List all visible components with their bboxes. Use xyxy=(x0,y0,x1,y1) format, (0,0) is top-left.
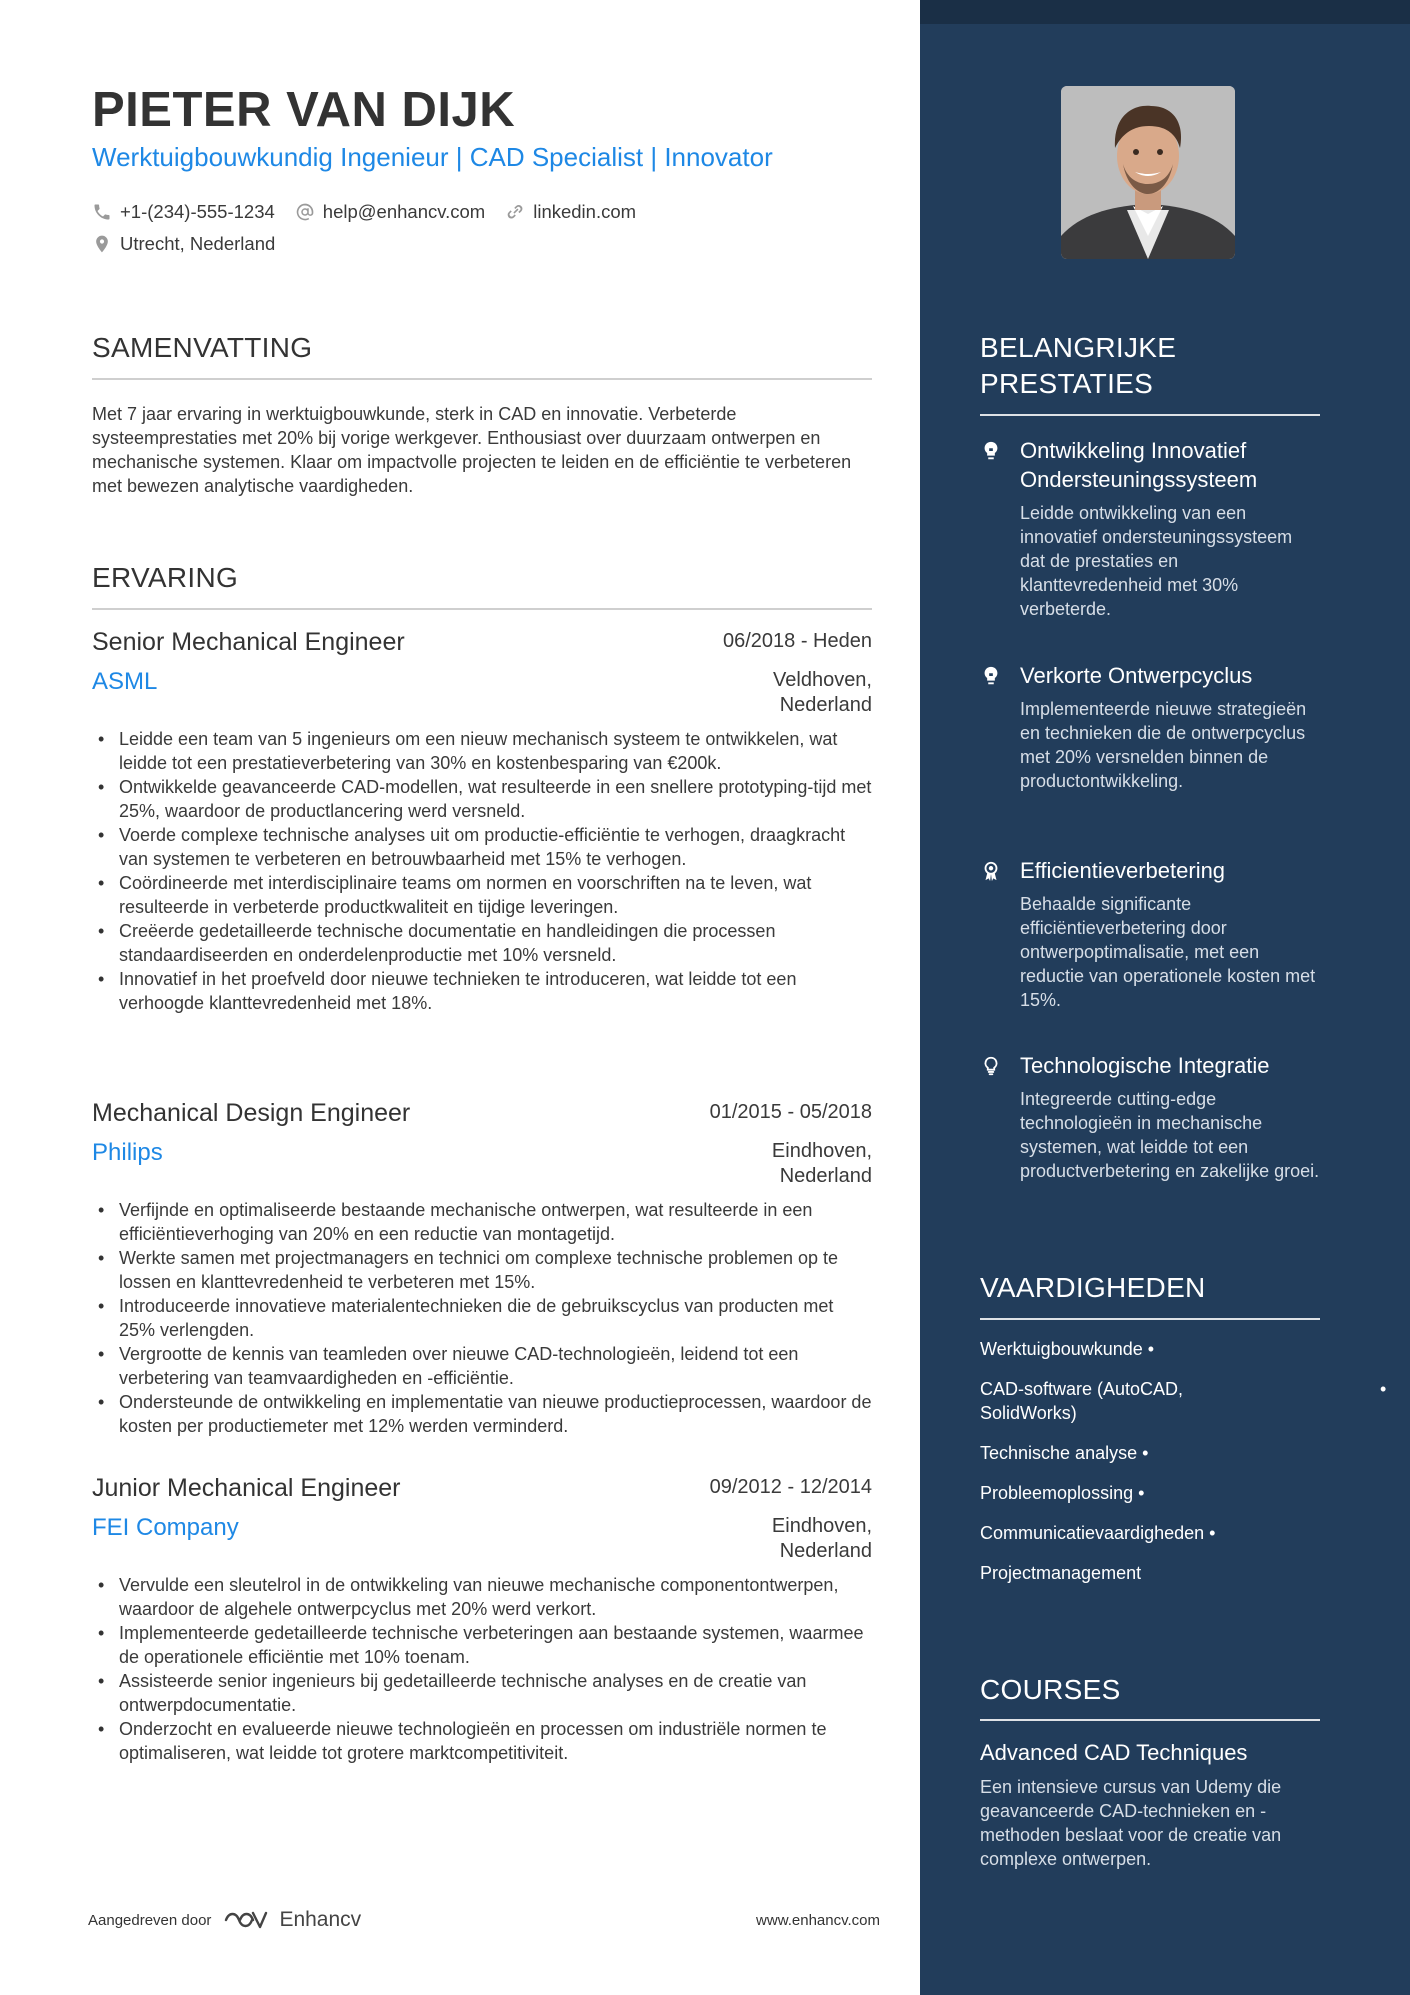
job-bullet: • Creëerde gedetailleerde technische documentatie en handleidingen die processen standaardiseerden en onderdelenproductie met 10% versneld. xyxy=(92,919,872,967)
experience-heading: ERVARING xyxy=(92,562,239,593)
job-bullet: • Leidde een team van 5 ingenieurs om een nieuw mechanisch systeem te ontwikkelen, wat leidde tot een prestatieverbetering van 30% en kostenbesparing van €200k. xyxy=(92,727,872,775)
sidebar-top-bar xyxy=(920,0,1410,24)
job-title: Mechanical Design Engineer xyxy=(92,1099,411,1127)
job-bullet: • Vervulde een sleutelrol in de ontwikkeling van nieuwe mechanische componentontwerpen, waardoor de algehele ontwerpcyclus met 20% werd verkort. xyxy=(92,1573,872,1621)
enhancv-brand-text: Enhancv xyxy=(279,1908,362,1931)
job-bullet: • Ontwikkelde geavanceerde CAD-modellen, wat resulteerde in een snellere prototyping-tijd met 25%, waardoor de productlancering werd versneld. xyxy=(92,775,872,823)
skill-label: Technische analyse xyxy=(980,1443,1138,1463)
achievement-description: Leidde ontwikkeling van een innovatief ondersteuningssysteem dat de prestaties en klanttevredenheid met 30% verbeterde. xyxy=(1020,503,1293,619)
job-title: Junior Mechanical Engineer xyxy=(92,1474,401,1502)
footer xyxy=(88,1900,880,1940)
achievements-divider xyxy=(980,414,1320,416)
candidate-headline: Werktuigbouwkundig Ingenieur | CAD Specialist | Innovator xyxy=(92,142,773,172)
job-location-city: Eindhoven, xyxy=(771,1140,872,1162)
job-bullet: • Werkte samen met projectmanagers en technici om complexe technische problemen op te lossen en klanttevredenheid te verbeteren met 15%. xyxy=(92,1246,872,1294)
linkedin-text: linkedin.com xyxy=(533,201,637,222)
powered-by-text: Aangedreven door xyxy=(88,1911,212,1929)
job-location-country: Nederland xyxy=(779,1165,872,1187)
lightbulb-icon xyxy=(980,440,1002,462)
job-bullet: • Coördineerde met interdisciplinaire teams om normen en voorschriften na te leven, wat resulteerde in verbeterde productkwaliteit en tijdige leveringen. xyxy=(92,871,872,919)
lightbulb-icon xyxy=(980,665,1002,687)
job-bullet: • Vergrootte de kennis van teamleden over nieuwe CAD-technologieën, leidend tot een verbetering van teamvaardigheden en -efficiëntie. xyxy=(92,1342,872,1390)
candidate-name: PIETER VAN DIJK xyxy=(92,83,516,137)
enhancv-logo[interactable] xyxy=(223,1908,361,1932)
job-bullet: • Voerde complexe technische analyses uit om productie-efficiëntie te verhogen, draagkracht van systemen te verbeteren en betrouwbaarheid met 15% te verhogen. xyxy=(92,823,872,871)
skill-separator: • xyxy=(1380,1379,1387,1399)
bulb-outline-icon xyxy=(980,1055,1002,1077)
phone-text: +1-(234)-555-1234 xyxy=(120,201,275,222)
skill-item xyxy=(980,1441,1340,1465)
skill-separator: • xyxy=(1142,1443,1149,1463)
skill-item xyxy=(980,1377,1387,1425)
at-icon xyxy=(295,202,315,222)
contact-info xyxy=(92,196,872,260)
contact-linkedin[interactable] xyxy=(505,201,636,223)
achievement-description: Behaalde significante efficiëntieverbetering door ontwerpoptimalisatie, met een reductie van operationele kosten met 15%. xyxy=(1020,894,1316,1010)
job-bullets xyxy=(92,1573,872,1765)
achievements-heading-line2: PRESTATIES xyxy=(980,368,1154,399)
skills-heading: VAARDIGHEDEN xyxy=(980,1272,1206,1303)
summary-divider xyxy=(92,378,872,380)
sidebar xyxy=(920,0,1410,1995)
profile-photo xyxy=(1061,86,1235,259)
courses-divider xyxy=(980,1719,1320,1721)
job-dates: 01/2015 - 05/2018 xyxy=(709,1101,872,1123)
job-bullet: • Verfijnde en optimaliseerde bestaande mechanische ontwerpen, wat resulteerde in een efficiëntieverhoging van 20% en een reductie van montagetijd. xyxy=(92,1198,872,1246)
achievements-heading xyxy=(980,330,1176,402)
skill-label: Probleemoplossing xyxy=(980,1483,1134,1503)
skill-separator: • xyxy=(1209,1523,1216,1543)
skill-separator: • xyxy=(1147,1339,1155,1359)
footer-branding xyxy=(88,1908,361,1932)
skills-divider xyxy=(980,1318,1320,1320)
job-location xyxy=(772,1514,872,1564)
job-bullet: • Ondersteunde de ontwikkeling en implementatie van nieuwe productieprocessen, waardoor de kosten per productiemeter met 12% werden verminderd. xyxy=(92,1390,872,1438)
phone-icon xyxy=(92,202,112,222)
job-bullet: • Innovatief in het proefveld door nieuwe technieken te introduceren, wat leidde tot een verhoogde klanttevredenheid met 18%. xyxy=(92,967,872,1015)
skill-item xyxy=(980,1481,1340,1505)
contact-location xyxy=(92,233,275,255)
job-bullet: • Introduceerde innovatieve materialentechnieken die de gebruikscyclus van producten met 25% verlengden. xyxy=(92,1294,872,1342)
summary-text: Met 7 jaar ervaring in werktuigbouwkunde, sterk in CAD en innovatie. Verbeterde systeemprestaties met 20% bij vorige werkgever. Enthousiast over duurzaam ontwerpen en mechanische systemen. Klaar om impactvolle projecten te leiden en de efficiëntie te verbeteren met bewezen analytische vaardigheden. xyxy=(92,404,852,496)
skill-separator: • xyxy=(1138,1483,1145,1503)
job-company: FEI Company xyxy=(92,1514,239,1541)
course-title: Advanced CAD Techniques xyxy=(980,1740,1248,1765)
summary-heading: SAMENVATTING xyxy=(92,332,313,363)
course-description: Een intensieve cursus van Udemy die geavanceerde CAD-technieken en -methoden beslaat voor de creatie van complexe ontwerpen. xyxy=(980,1777,1282,1869)
achievement-title: Technologische Integratie xyxy=(1020,1053,1270,1078)
courses-heading: COURSES xyxy=(980,1674,1121,1705)
skill-label: Projectmanagement xyxy=(980,1563,1142,1583)
achievement-title: Efficientieverbetering xyxy=(1020,858,1226,883)
person-photo-illustration xyxy=(1061,86,1235,259)
achievements-heading-line1: BELANGRIJKE xyxy=(980,332,1177,363)
skill-item xyxy=(980,1337,1340,1361)
enhancv-logo-icon xyxy=(223,1908,269,1932)
job-location-city: Eindhoven, xyxy=(771,1515,872,1537)
achievement-title: Verkorte Ontwerpcyclus xyxy=(1020,663,1253,688)
job-bullet: • Implementeerde gedetailleerde technische verbeteringen aan bestaande systemen, waarmee de operationele efficiëntie met 10% toenam. xyxy=(92,1621,872,1669)
location-text: Utrecht, Nederland xyxy=(120,233,276,254)
skill-label: Werktuigbouwkunde xyxy=(980,1339,1143,1359)
skill-label: CAD-software (AutoCAD, SolidWorks) xyxy=(980,1379,1184,1423)
skill-item xyxy=(980,1521,1340,1545)
achievement-description: Implementeerde nieuwe strategieën en technieken die de ontwerpcyclus met 20% versnelden binnen de productontwikkeling. xyxy=(1020,699,1307,791)
skill-label: Communicatievaardigheden xyxy=(980,1523,1205,1543)
job-location xyxy=(773,668,872,718)
job-bullet: • Assisteerde senior ingenieurs bij gedetailleerde technische analyses en de creatie van ontwerpdocumentatie. xyxy=(92,1669,872,1717)
skill-item xyxy=(980,1561,1340,1585)
job-location-country: Nederland xyxy=(779,694,872,716)
job-location-country: Nederland xyxy=(779,1540,872,1562)
job-title: Senior Mechanical Engineer xyxy=(92,628,405,656)
email-text: help@enhancv.com xyxy=(322,201,486,222)
job-company: Philips xyxy=(92,1139,163,1166)
contact-email[interactable] xyxy=(295,201,485,223)
job-location-city: Veldhoven, xyxy=(773,669,872,691)
award-icon xyxy=(980,860,1002,882)
job-company: ASML xyxy=(92,668,158,695)
link-icon xyxy=(505,202,525,222)
job-bullets xyxy=(92,1198,872,1438)
experience-divider xyxy=(92,608,872,610)
skills-list xyxy=(980,1337,1387,1601)
job-bullets xyxy=(92,727,872,1015)
location-pin-icon xyxy=(92,234,112,254)
achievement-title: Ontwikkeling Innovatief Ondersteuningssysteem xyxy=(1020,438,1258,492)
job-dates: 06/2018 - Heden xyxy=(722,630,872,652)
footer-website[interactable]: www.enhancv.com xyxy=(756,1912,880,1929)
job-bullet: • Onderzocht en evalueerde nieuwe technologieën en processen om industriële normen te optimaliseren, wat leidde tot grotere marktcompetitiviteit. xyxy=(92,1717,872,1765)
achievement-description: Integreerde cutting-edge technologieën in mechanische systemen, wat leidde tot een productverbetering en zakelijke groei. xyxy=(1020,1089,1320,1181)
job-location xyxy=(772,1139,872,1189)
contact-phone[interactable] xyxy=(92,201,275,223)
job-dates: 09/2012 - 12/2014 xyxy=(709,1476,872,1498)
